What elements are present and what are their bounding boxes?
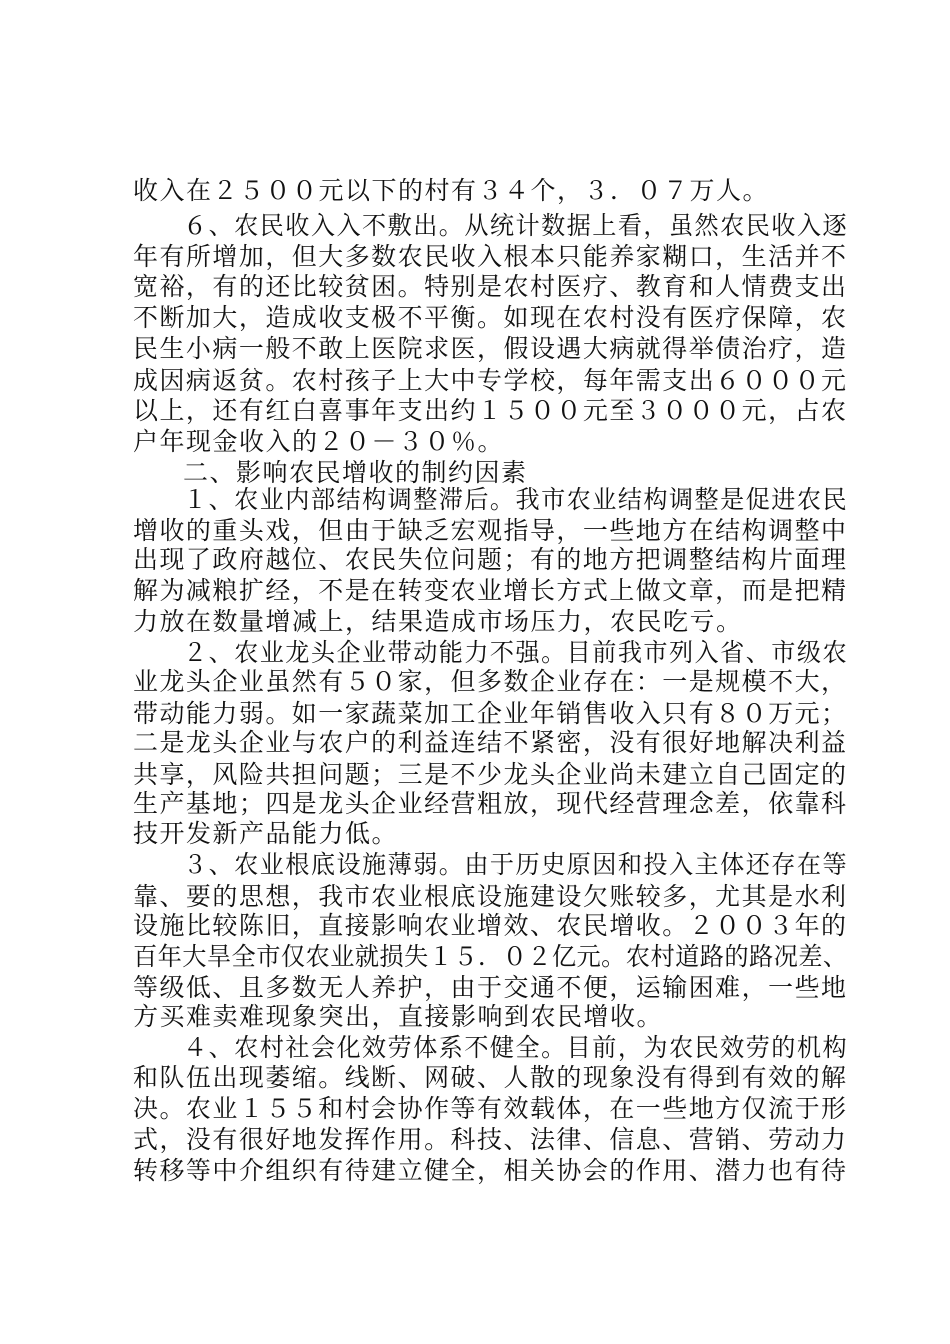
text-line: 业龙头企业虽然有５０家，但多数企业存在：一是规模不大， [133,667,848,696]
text-line: 和队伍出现萎缩。线断、网破、人散的现象没有得到有效的解 [133,1063,848,1092]
text-line: 设施比较陈旧，直接影响农业增效、农民增收。２００３年的 [133,911,848,940]
text-line: 增收的重头戏，但由于缺乏宏观指导，一些地方在结构调整中 [133,516,848,545]
text-line: 靠、要的思想，我市农业根底设施建设欠账较多，尤其是水利 [133,882,848,911]
text-line: 百年大旱全市仅农业就损失１５．０２亿元。农村道路的路况差、 [133,942,848,971]
text-line: 二是龙头企业与农户的利益连结不紧密，没有很好地解决利益 [133,728,848,757]
text-line: 户年现金收入的２０－３０％。 [133,427,505,456]
section-heading: 二、影响农民增收的制约因素 [183,458,528,487]
text-line: 力放在数量增减上，结果造成市场压力，农民吃亏。 [133,607,743,636]
text-line: 收入在２５００元以下的村有３４个，３．０７万人。 [133,176,770,205]
text-line: 解为减粮扩经，不是在转变农业增长方式上做文章，而是把精 [133,576,848,605]
text-line: 等级低、且多数无人养护，由于交通不便，运输困难，一些地 [133,973,848,1002]
text-line: 宽裕，有的还比较贫困。特别是农村医疗、教育和人情费支出 [133,272,848,301]
text-line: 民生小病一般不敢上医院求医，假设遇大病就得举债治疗，造 [133,334,848,363]
paragraph-start: ２、农业龙头企业带动能力不强。目前我市列入省、市级农 [183,638,849,667]
text-line: 带动能力弱。如一家蔬菜加工企业年销售收入只有８０万元； [133,699,848,728]
text-line: 年有所增加，但大多数农民收入根本只能养家糊口，生活并不 [133,242,848,271]
paragraph-start: ６、农民收入入不敷出。从统计数据上看，虽然农民收入逐 [183,211,849,240]
text-line: 共享，风险共担问题；三是不少龙头企业尚未建立自己固定的 [133,760,848,789]
text-line: 生产基地；四是龙头企业经营粗放，现代经营理念差，依靠科 [133,789,848,818]
text-line: 以上，还有红白喜事年支出约１５００元至３０００元，占农 [133,396,848,425]
text-line: 出现了政府越位、农民失位问题；有的地方把调整结构片面理 [133,545,848,574]
text-line: 决。农业１５５和村会协作等有效载体，在一些地方仅流于形 [133,1094,848,1123]
text-line: 成因病返贫。农村孩子上大中专学校，每年需支出６０００元 [133,366,848,395]
text-line: 方买难卖难现象突出，直接影响到农民增收。 [133,1002,664,1031]
paragraph-start: ３、农业根底设施薄弱。由于历史原因和投入主体还存在等 [183,850,849,879]
text-line: 式，没有很好地发挥作用。科技、法律、信息、营销、劳动力 [133,1125,848,1154]
text-line: 转移等中介组织有待建立健全，相关协会的作用、潜力也有待 [133,1156,848,1185]
paragraph-start: １、农业内部结构调整滞后。我市农业结构调整是促进农民 [183,485,849,514]
text-line: 技开发新产品能力低。 [133,819,399,848]
paragraph-start: ４、农村社会化效劳体系不健全。目前，为农民效劳的机构 [183,1033,849,1062]
text-line: 不断加大，造成收支极不平衡。如现在农村没有医疗保障，农 [133,303,848,332]
